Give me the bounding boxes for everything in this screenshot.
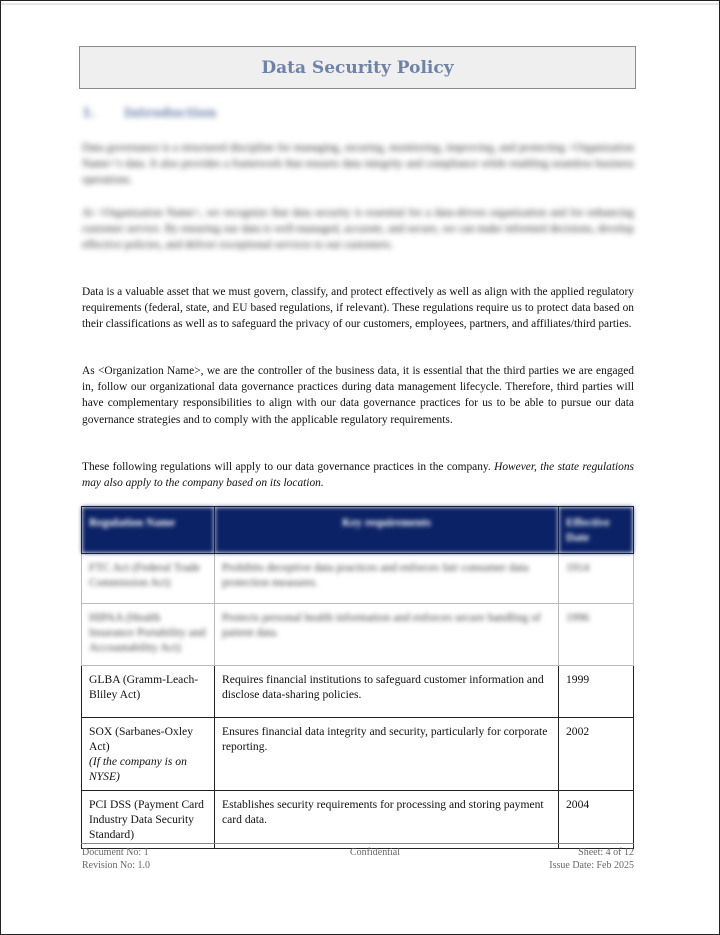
cell-requirement: Protects personal health information and enforces secure handling of patient data.: [215, 604, 559, 666]
table-row-sox: [82, 718, 634, 791]
cell-year: 1996: [559, 604, 634, 666]
top-strip: [1, 3, 719, 5]
title-box: [79, 46, 636, 89]
table-row: [82, 554, 634, 604]
cell-year: 2004: [559, 791, 634, 849]
section-number: 1.: [82, 106, 96, 121]
footer-right: [549, 846, 634, 872]
cell-year: 1914: [559, 554, 634, 604]
table-row-glba: [82, 666, 634, 718]
section-heading: [82, 106, 217, 121]
table-row-pci-dss: [82, 791, 634, 849]
document-number: Document No: 1: [82, 847, 149, 858]
page-title: Data Security Policy: [261, 57, 454, 78]
intro-italic-text: However, the state regulations may also apply to the company based on its location.: [82, 461, 634, 490]
cell-name: HIPAA (Health Insurance Portability and Accountability Act): [82, 604, 215, 666]
issue-date: Issue Date: Feb 2025: [549, 860, 634, 871]
regulation-name: SOX (Sarbanes-Oxley Act): [89, 725, 193, 753]
cell-year: 2002: [559, 718, 634, 791]
paragraph-controller: As <Organization Name>, we are the controller of the business data, it is essential that the third parties we are engaged in, follow our organizational data governance practices during data management lifecycle. Therefore, third parties will have complementary responsibilities to align with our data governance practices for us to be able to pursue our data governance strategies and to comply with the applicable regulatory requirements.: [82, 365, 634, 426]
regulation-note: (If the company is on NYSE): [89, 755, 187, 783]
paragraph-data-asset: Data is a valuable asset that we must govern, classify, and protect effectively as well as align with the applied regulatory requirements (federal, state, and EU based regulations, if relevant). These regulations require us to protect data based on their classifications as well as to safeguard the privacy of our customers, employees, partners, and affiliates/third parties.: [82, 286, 634, 331]
header-key-requirements: Key requirements: [215, 507, 559, 554]
regulations-table: [81, 506, 634, 849]
table-row: [82, 604, 634, 666]
cell-name: PCI DSS (Payment Card Industry Data Security Standard): [82, 791, 215, 849]
cell-requirement: Ensures financial data integrity and security, particularly for corporate reporting.: [215, 718, 559, 791]
header-regulation-name: Regulation Name: [82, 507, 215, 554]
blurred-paragraph-2: At <Organization Name>, we recognize that data security is essential for a data-driven organization and for enhancing customer service. By ensuring our data is well-managed, accurate, and secure, we can make informed decisions, develop effective policies, and deliver exceptional services to our customers.: [82, 207, 634, 252]
table-header-row: [82, 507, 634, 554]
cell-year: 1999: [559, 666, 634, 718]
revision-number: Revision No: 1.0: [82, 860, 151, 871]
intro-normal-text: These following regulations will apply to our data governance practices in the company.: [82, 461, 495, 473]
blurred-paragraph-1: Data governance is a structured discipline for managing, securing, monitoring, improving, and protecting <Organization Name>'s data. It also provides a framework that ensures data integrity and compliance while enabling seamless business operations.: [82, 142, 634, 187]
cell-requirement: Requires financial institutions to safeguard customer information and disclose data-sharing policies.: [215, 666, 559, 718]
cell-requirement: Establishes security requirements for processing and storing payment card data.: [215, 791, 559, 849]
cell-name: FTC Act (Federal Trade Commission Act): [82, 554, 215, 604]
header-effective-date: Effective Date: [559, 507, 634, 554]
classification-label: Confidential: [350, 847, 400, 858]
cell-requirement: Prohibits deceptive data practices and enforces fair consumer data protection measures.: [215, 554, 559, 604]
paragraph-regulations-intro: [82, 459, 634, 491]
cell-name: GLBA (Gramm-Leach-Bliley Act): [82, 666, 215, 718]
cell-name: [82, 718, 215, 791]
sheet-number: Sheet: 4 of 12: [578, 847, 634, 858]
footer-divider: [81, 843, 634, 844]
section-title: Introduction: [124, 106, 217, 121]
